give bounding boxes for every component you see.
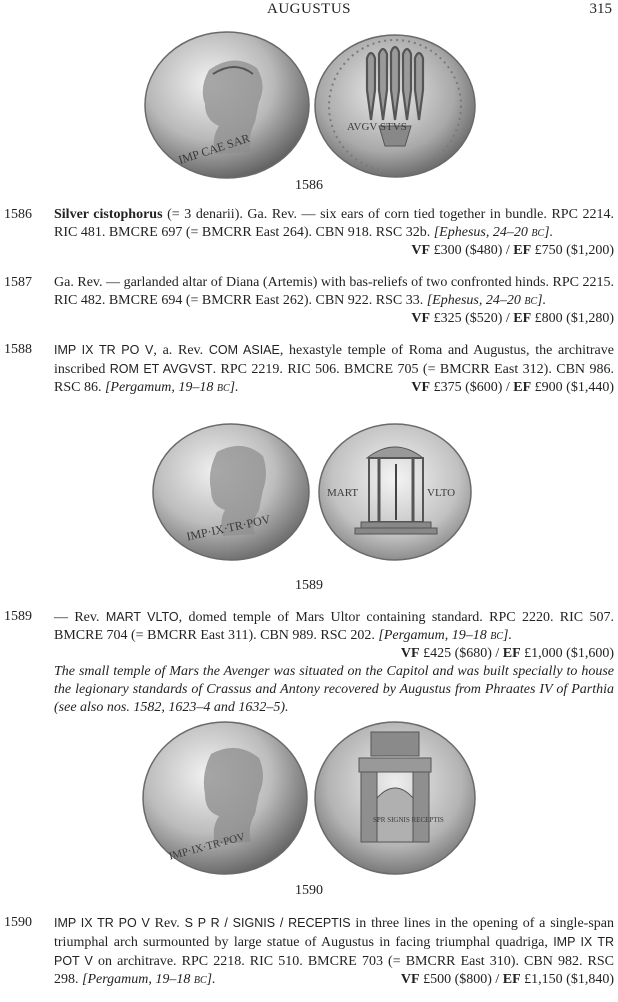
figure-caption-1586: 1586 (295, 178, 323, 193)
figure-caption-1590: 1590 (295, 883, 323, 898)
coin-pair-1589 (139, 418, 479, 568)
obverse-legend: IMP CAE SAR (176, 130, 252, 168)
provenance: [Ephesus, 24–20 bc]. (433, 225, 554, 240)
reverse-legend-left: MART (327, 487, 359, 499)
reverse-legend: SPR SIGNIS RECEPTIS (373, 816, 444, 824)
entry-number: 1588 (4, 342, 32, 357)
entry-1590 (4, 914, 614, 989)
coin-figure-1589 (0, 418, 618, 568)
reverse-coin (315, 35, 475, 177)
coin-figure-1586 (0, 30, 618, 180)
provenance: [Pergamum, 19–18 bc]. (82, 972, 216, 987)
entry-text: — Rev. MART VLTO, domed temple of Mars Ultor containing standard. RPC 2220. RIC 507. BMCRE 704 (= BMCRR East 311). CBN 989. RSC 202. [Pergamum, 19–18 bc]. VF £425 ($680) / EF £1,000 ($1,600) The small temple of Mars the Avenger was situated on the Capitol and was built specially to house the legionary standards of Crassus and Antony recovered by Augustus from Phraates IV of Parthia (see also nos. 1582, 1623–4 and 1632–5). (54, 610, 614, 715)
entry-1587 (4, 274, 614, 328)
historical-note: The small temple of Mars the Avenger was situated on the Capitol and was built specially to house the legionary standards of Crassus and Antony recovered by Augustus from Phraates IV of Parthia (see also nos. 1582, 1623–4 and 1632–5). (54, 664, 614, 715)
obverse-coin (153, 424, 309, 560)
price: VF £325 ($520) / EF £800 ($1,280) (411, 311, 614, 326)
entry-1586 (4, 206, 614, 260)
coin-legend: IMP IX TR PO V (54, 916, 150, 930)
figure-caption-1589: 1589 (295, 578, 323, 593)
obverse-legend: IMP·IX·TR·POV (185, 512, 272, 544)
coin-legend: S P R / SIGNIS / RECEPTIS (184, 916, 351, 930)
entry-1588 (4, 341, 614, 397)
coin-legend: MART VLTO (105, 610, 179, 624)
entry-number: 1589 (4, 609, 32, 624)
price: VF £500 ($800) / EF £1,150 ($1,840) (400, 972, 614, 987)
provenance: [Pergamum, 19–18 bc]. (378, 628, 512, 643)
entry-text: IMP IX TR PO V, a. Rev. COM ASIAE, hexastyle temple of Roma and Augustus, the architrave inscribed ROM ET AVGVST. RPC 2219. RIC 506. BMCRE 705 (= BMCRR East 312). CBN 986. RSC 86. [Pergamum, 19–18 bc]. VF £375 ($600) / EF £900 ($1,440) (54, 343, 614, 395)
price: VF £425 ($680) / EF £1,000 ($1,600) (400, 646, 614, 661)
entry-text: IMP IX TR PO V Rev. S P R / SIGNIS / RECEPTIS in three lines in the opening of a single-span triumphal arch surmounted by large statue of Augustus in facing triumphal quadriga, IMP IX TR POT V on architrave. RPC 2218. RIC 510. BMCRE 703 (= BMCRR East 310). CBN 982. RSC 298. [Pergamum, 19–18 bc]. VF £500 ($800) / EF £1,150 ($1,840) (54, 916, 614, 987)
provenance: [Ephesus, 24–20 bc]. (426, 293, 547, 308)
running-head-title: AUGUSTUS (266, 1, 351, 17)
obverse-coin (145, 32, 309, 178)
running-head (0, 0, 618, 22)
coin-figure-1590 (0, 718, 618, 878)
description: Ga. Rev. — garlanded altar of Diana (Artemis) with bas-reliefs of two confronted hinds. RPC 2215. RIC 482. BMCRE 694 (= BMCRR East 262). CBN 922. RSC 33. (54, 275, 614, 308)
obverse-legend: IMP·IX·TR·POV (167, 830, 247, 863)
coin-legend: IMP IX TR POT V (54, 935, 614, 968)
entry-text (54, 206, 614, 260)
coin-legend: ROM ET AVGVST (109, 362, 213, 376)
reverse-legend-right: VLTO (427, 487, 456, 499)
price: VF £375 ($600) / EF £900 ($1,440) (411, 380, 614, 395)
coin-pair-1586 (139, 30, 479, 180)
description: (= 3 denarii). Ga. Rev. — six ears of corn tied together in bundle. RPC 2214. RIC 481. BMCRE 697 (= BMCRR East 264). CBN 918. RSC 32b. (54, 207, 614, 240)
reverse-coin (315, 722, 475, 874)
entry-number: 1590 (4, 915, 32, 930)
page-number: 315 (589, 1, 612, 17)
entry-number: 1586 (4, 207, 32, 222)
coin-pair-1590 (139, 718, 479, 878)
provenance: [Pergamum, 19–18 bc]. (104, 380, 239, 395)
entry-1589 (4, 608, 614, 717)
reverse-legend: AVGV STVS (347, 121, 407, 133)
entry-text (54, 274, 614, 328)
denomination: Silver cistophorus (54, 207, 163, 222)
coin-legend: IMP IX TR PO V (54, 343, 154, 357)
entry-number: 1587 (4, 275, 32, 290)
coin-legend: COM ASIAE (208, 343, 280, 357)
price: VF £300 ($480) / EF £750 ($1,200) (411, 243, 614, 258)
